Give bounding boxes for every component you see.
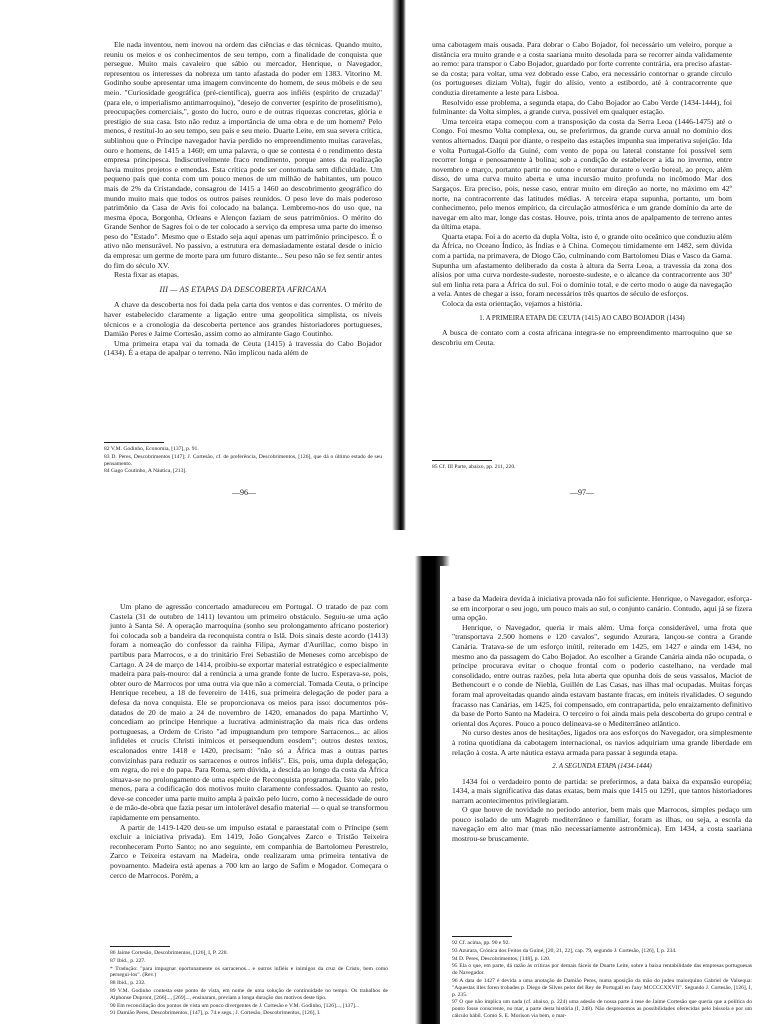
page-99 [440, 566, 768, 1024]
footnotes [452, 936, 752, 1021]
page-96-body [104, 40, 382, 358]
paragraph: Henrique, o Navegador, queria ir mais além. Uma força considerável, uma frota que "transportava 2.500 homens e 120 cavalos", segundo Azurara, lançou-se contra a Grande Canária. Tratava-se de um esforço inútil, reiterado em 1425, em 1427 e ainda em 1434, no mesmo ano da passagem do Cabo Bojador. Ao escolher a Grande Canária ainda não ocupada, o príncipe procurava evitar o choque frontal com o poderio castelhano, na verdade mal consolidado, entre outras razões, pela luta aberta que opunha dois de seus vassalos, Maciot de Bethencourt e o conde de Niebla, Guillén de Las Casas, nas ilhas mal ocupadas. Muitas forças foram mal aproveitadas quando ainda estavam bastante fracas, em inúteis rivalidades. O segundo fracasso nas Canárias, em 1425, foi compensado, em contrapartida, pelo enraizamento definitivo da base de Porto Santo na Madeira. O terceiro o foi ainda mais pela descoberta do grupo central e oriental dos Açores. Pouco a pouco delineava-se o Mediterrâneo atlântico. [452, 622, 752, 728]
paragraph: A chave da descoberta nos foi dada pela carta dos ventos e das correntes. O mérito de haver estabelecido claramente a ligação entre uma geopolítica simplista, os níveis técnicos e a cronologia da descoberta pertence aos grandes historiadores portugueses, Damião Peres e Jaime Cortesão, assim como ao almirante Gago Coutinho. [104, 300, 382, 339]
footnote: 82 V.M. Godinho, Economia, [137], p. 91. [104, 446, 199, 452]
footnote: 96 A data de 1427 é devida a uma anotação de Damião Peres, numa aposição da mão do judeu maiorquino Gabriel de Valsequa: "Aquestas illes foren trobades p. Diego de Silves pelot del Rey de Portugall en l'any MCCCCXXVII". Segundo J. Cortesão, [126], I, p. 235. [452, 977, 752, 998]
footnotes [110, 946, 388, 1018]
paragraph: A partir de 1419-1420 deu-se um impulso estatal e paraestatal com o Príncipe (sem excluir a iniciativa privada). Em 1419, João Gonçalves Zarco e Tristão Teixeira reconheceram Porto Santo; no ano seguinte, em companhia de Bartolomeu Perestrelo, Zarco e Teixeira estavam na Madeira, onde realizaram uma primeira tentativa de povoamento. Madeira está apenas a 700 km ao largo de Safim e Mogador. Começara o cerco de Marrocos. Porém, a [110, 822, 388, 880]
footnote: 83 D. Peres, Descobrimentos [147]; J. Cortesão, cf. de preferência, Descobrimentos, [126], que dá o último estado de seu pensamento. [104, 453, 382, 467]
section-heading: 2. A SEGUNDA ETAPA (1434-1444) [552, 763, 652, 771]
page-number: —97— [570, 488, 594, 497]
paragraph: Resta fixar as etapas. [114, 270, 179, 280]
page-99-body [452, 594, 752, 844]
paragraph: Coloca da esta orientação, vejamos a história. [442, 299, 583, 309]
footnote-rule [432, 460, 492, 461]
footnote: 92 Cf. acima, pp. 90 e 92. [452, 940, 510, 946]
page-97 [432, 40, 732, 504]
footnote: 97 O que não implica um nada (cf. abaixo, p. 224) uma adesão de nossa parte à tese de Jaime Cortesão que queria que a política do ponto fosse conscrente, no mar, a parte desta história (I, 248). Não desprezemos as possibilidades oferecidas pelo bússola e por um cálculo hábil. Como S. E. Morison via bem, o mar- [452, 999, 752, 1019]
paragraph: Resolvido esse problema, a segunda etapa, do Cabo Bojador ao Cabo Verde (1434-1444), foi fulminante: da Volta simples, a grande curva, possível em qualquer estação. [432, 97, 732, 117]
scan-gap [0, 530, 768, 556]
footnote-rule [110, 946, 170, 947]
footnote: 90 Em reconciliação dos pontos de vista um pouco divergentes de J. Cortesão e V.M. Godinho, [126]..., [137]... [110, 1002, 360, 1009]
paragraph: Ele nada inventou, nem inovou na ordem das ciências e das técnicas. Quando muito, reuniu os meios e os conhecimentos de seu tempo, com a finalidade de conquista que persegue. Muito mais cavaleiro que sábio ou mercador, Henrique, o Navegador, representou os interesses da nobreza um tanto afastada do poder em 1383. Vitorino M. Godinho soube apresentar uma imagem convincente do homem, de seus móbeis e de seu meio. "Curiosidade geográfica (pré-científica), guerra aos infiéis (espírito de cruzada)" (para ele, o imperialismo antimarroquino), "desejo de converter (espírito de proselitismo), preocupações comerciais,", gosto do lucro, ouro e de outras riquezas concretas, glória e prestígio de sua casa. Isto não reduz a importância de uma obra e de um homem? Pelo menos, é restituí-lo ao seu tempo, seu país e seu meio. Duarte Leite, em sua severa crítica, sublinhou que o Príncipe navegador havia perdido no empreendimento muitas caravelas, ouro e homens, de 1415 a 1460; em uma palavra, o que se contesta é o rendimento desta empresa principesca. Indiscutivelmente fraco rendimento, porque antes da realização havia muitos projetos e emendas. Esta crítica pode ser contornada sem dificuldade. Um pequeno país que conta com um pouco menos de um milhão de habitantes, um pouco mais de 2% da Cristandade, consagrou de 1415 a 1460 ao descobrimento geográfico do mundo muito mais que todos os outros países reunidos. O peso leve do mais poderoso patrimônio da Casa de Avis foi colocado na balança. Lembremo-nos do uso que, na mesma época, Borgonha, Orleans e Alençon faziam de seus patrimônios. O mérito do Grande Senhor de Sagres foi o de ter colocado a serviço da empresa uma parte do imenso peso do "Estado". Mesmo que o Estado seja aqui apenas um patrimônio principesco. É o ativo não mensurável. No passivo, a estrutura era demasiadamente estatal desde o início da empresa: um germe de morte para um futuro distante... Seu peso não se fez sentir antes do fim do século XV. [104, 40, 382, 270]
page-98-body [110, 602, 388, 880]
footnote-rule [452, 936, 512, 937]
section-heading: 1. A PRIMEIRA ETAPA DE CEUTA (1415) AO CABO BOJADOR (1434) [479, 314, 685, 322]
footnote-rule [104, 442, 164, 443]
paragraph: Uma primeira etapa vai da tomada de Ceuta (1415) à travessia do Cabo Bojador (1434). É a etapa de apalpar o terreno. Não implicou nada além de [104, 338, 382, 358]
footnote: 93 Azurara, Crónica dos Feitos da Guiné, [20, 21, 22], cap. 79, segundo J. Cortesão, [126], I, p. 234. [452, 947, 677, 954]
page-97-body [432, 40, 732, 347]
footnotes [432, 460, 732, 472]
footnote: 86 Jaime Cortesão, Descobrimentos, [126], I, P. 228. [110, 950, 228, 956]
paragraph: a base da Madeira devida à iniciativa provada não foi suficiente. Henrique, o Navegador, esforça-se em incorporar o seu jogo, um pouco mais ao sul, o conjunto canário. Contudo, aqui já se fizera uma opção. [452, 594, 753, 623]
paragraph: uma cabotagem mais ousada. Para dobrar o Cabo Bojador, foi necessário um veleiro, porque a distância era muito grande e a costa saariana muito desolada para se recorrer ainda validamente ao remo: para transpor o Cabo Bojador, guardado por forte corrente contrária, era preciso afastar-se da costa; para voltar, uma vez dobrado esse Cabo, era necessário contornar o grande círculo (os portugueses diziam Volta), fugir do alísio, vento a estibordo, até à contracorrente que conduzia diretamente a leste para Lisboa. [432, 40, 732, 97]
page-96 [104, 40, 382, 504]
page-98 [0, 566, 400, 1024]
paragraph: Uma terceira etapa começou com a transposição da costa da Serra Leoa (1446-1475) até o Congo. Foi mesmo Volta complexa, ou, se preferirmos, da grande curva anual no domínio dos ventos alternados. Daqui por diante, o respeito das estações impunha sua imperativa sujeição. Ida e volta Portugal-Golfo da Guiné, com vento de popa ou lateral constante foi possível sem recorrer longa e penosamente à bolina; sob a condição de estabelecer a ida no inverno, entre novembro e março, portanto partir no outono e retornar durante o verão boreal, ao preço, além disso, de uma curva muito aberta e uma incursão muito profunda no incômodo Mar dos Sargaços. Era preciso, pois, nesse caso, entrar muito em direção ao norte, no máximo em 42º norte, na contracorrente das latitudes médias. A terceira etapa supunha, portanto, um bom conhecimento, pelo menos empírico, da circulação atmosférica e um grande domínio da arte de navegar em alto mar, longe das costas. Houve, pois, trinta anos de apalpamento de terreno antes da última etapa. [432, 116, 732, 232]
footnote: 91 Damião Peres, Descobrimentos, [147], p. 74 e segs.; J. Cortesão, Descobrimentos, [126], I. [110, 1010, 321, 1017]
paragraph: Um plano de agressão concertado amadureceu em Portugal. O tratado de paz com Castela (31 de outubro de 1411) levantou um primeiro obstáculo. Seguiu-se uma ação junto à Santa Sé. A operação marroquina (sonho seu prolongamento africano posterior) foi colocada sob a bandeira da reconquista contra o Islã. Dois sinais deste acordo (1413) foram a nomeação do confessor da rainha Filipa, Aymar d'Aurillac, como bispo in partibus para Marrocos, e a do trinitário Frei Sebastião de Meneses como arcebispo de Cartago. A 24 de março de 1414, proibiu-se exportar material estratégico e especialmente madeira para país-mouro: dal a renúncia a uma grande fonte de lucro. Esperava-se, pois, obter ouro de Marrocos por uma outra via que não a comercial. Tomada Ceuta, o príncipe Henrique recebeu, a 18 de fevereiro de 1416, sua primeira delegação de poder para a defesa da nova conquista. Ele se proporcionava os meios para isso: documentos pós-datados de 20 de maio a 24 de novembro de 1420, emanados do papa Martinho V, concediam ao príncipe Henrique a lucrativa administração da mais rica das ordens portuguesas, a Ordem de Cristo "ad impugnandum pro tempore Sarracenos... ac alios infideles et crucis Christi inimicos et persequendum eosdem"; outros destes textos, escalonados entre 1418 e 1420, precisam: "não só a África mas a outras partes convizinhas para reduzir os sarracenos e outros infiéis". Eis, pois, uma dupla delegação, em regra, do rei e do papa. Para Roma, sem dúvida, a descida ao longo da costa da África situava-se no prolongamento de uma espécie de Reconquista programada. Isto vale, pelo menos, para a codificação dos motivos muito claramente confessados. Quanto ao resto, deve-se conceder uma parte muito ampla à paixão pelo lucro, como à necessidade de ouro e de mão-de-obra que fazia pesar um intolerável desafio material — o qual se transformou rapidamente em pensamento. [110, 602, 388, 823]
footnote: 89 V.M. Godinho contesta este ponto de vista, em nome de uma solução de continuidade no tempo. Os trabalhos de Alphonse Dupront, [266]..., [269]..., ensinaram, previam a longa duração dos motivos deste tipo. [110, 987, 388, 1001]
footnote: 94 D. Peres, Descobrimentos, [148], p. 120. [452, 955, 551, 962]
paragraph: A busca de contato com a costa africana integra-se no empreendimento marroquino que se descobriu em Ceuta. [432, 328, 732, 347]
footnotes [104, 442, 382, 476]
paragraph: O que houve de novidade no período anterior, bem mais que Marrocos, simples pedaço um pouco isolado de um Magreb mediterrâneo e familiar, foram as ilhas, ou seja, a escola da navegação em alto mar (mas não necessariamente astronômica). Em 1434, a costa saariana mostrou-se bruscamente. [452, 805, 752, 844]
footnote: 84 Gago Coutinho, A Náutica, [213]. [104, 468, 187, 475]
section-heading: III — AS ETAPAS DA DESCOBERTA AFRICANA [159, 284, 327, 294]
paragraph: 1434 foi o verdadeiro ponto de partida: se preferirmos, a data baixa da expansão européia; 1434, a mais significativa das datas exatas, bem mais que 1415 ou 1291, que tantos historiadores narram acontecimentos privilegiaram. [452, 776, 752, 805]
footnote: 88 Ibid., p. 232. [110, 980, 146, 987]
footnote: * Tradução: "para impugnar oportunamente os sarracenos... e outros infiéis e inimigos da cruz de Cristo, bem como persegui-los". (Rev.) [110, 965, 388, 979]
paragraph: Quarta etapa. Foi a do acerto da dupla Volta, isto é, o grande oito oceânico que conduziu além da África, no Oceano Índico, às Índias e à China. Começou timidamente em 1482, sem dúvida com a partida, na primavera, de Diogo Cão, culminando com Bartolomeu Dias e Vasco da Gama. Supunha um afastamento deliberado da costa à altura da Serra Leoa, a travessia da zona dos alísios por uma curva nordeste-sudeste, noroeste-sudeste, e o alcance da contracorrente aos 30º sul em linha reta para a África do sul. Foi o domínio total, e de certo modo o auge da navegação a vela. Antes de chegar a isso, foram necessários três quartos de século de esforços. [432, 231, 732, 299]
footnote: 87 Ibid., p. 227. [110, 957, 146, 964]
scan-binding-top [392, 0, 406, 530]
footnote: 85 Cf. III Parte, abaixo, pp. 211, 220. [432, 464, 516, 470]
paragraph: No curso destes anos de hesitações, ligados ora aos esforços do Navegador, ora simplesmente à rotina quotidiana da cabotagem internacional, os navios adquiriam uma grande liberdade em relação à costa. A arte náutica estava armada para passar à segunda etapa. [452, 728, 752, 757]
page-number: —96— [232, 488, 256, 497]
footnote: 95 Ela o que, em parte, dá razão às críticas por demais fáceis de Duarte Leite, sobre a baixa rentabilidade das empresas portuguesas do Navegador. [452, 963, 752, 977]
